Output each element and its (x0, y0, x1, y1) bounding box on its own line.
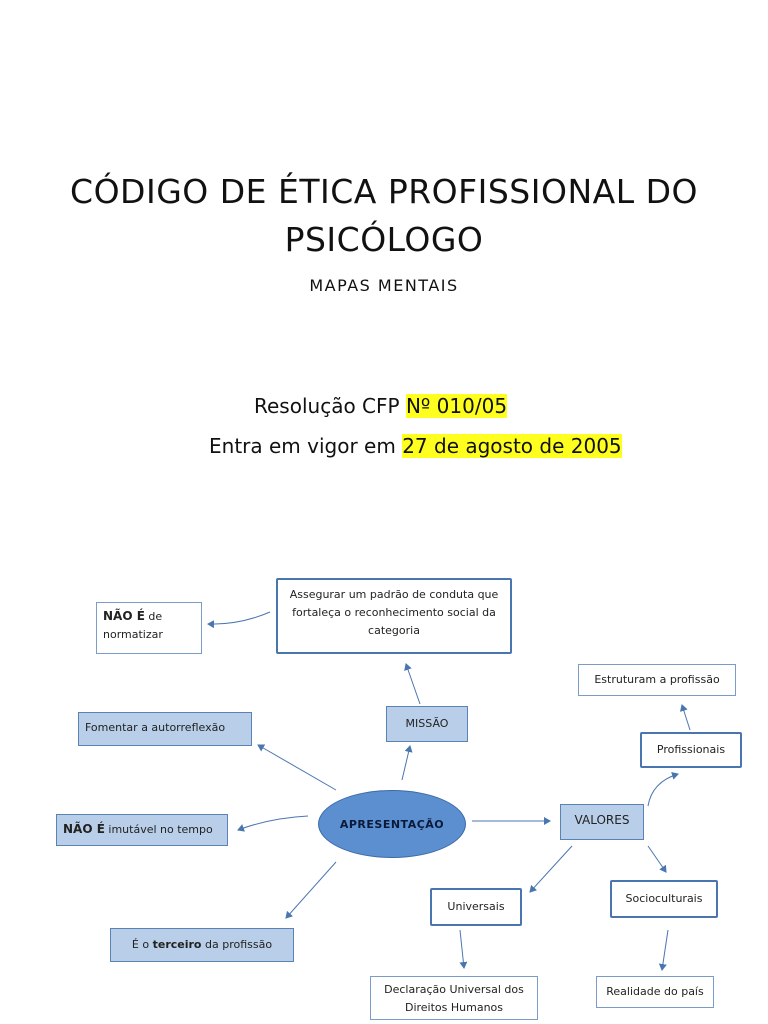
nao-e-rest-1: de (148, 610, 163, 623)
socioculturais-node: Socioculturais (610, 880, 718, 918)
missao-node: MISSÃO (386, 706, 468, 742)
arrow-center-to-fomentar (258, 745, 336, 790)
arrow-valores-to-profissionais (648, 774, 678, 806)
arrow-valores-to-universais (530, 846, 572, 892)
terceiro-pre: É o (131, 938, 150, 951)
nao-e-rest-1b: normatizar (103, 628, 163, 641)
subtitle: MAPAS MENTAIS (309, 276, 459, 295)
resolution-number: Nº 010/05 (405, 394, 508, 418)
terceiro-bold: terceiro (152, 938, 202, 951)
nao-e-bold-2: NÃO É (63, 822, 105, 836)
arrow-socioculturais-to-realidade (662, 930, 668, 970)
arrow-center-to-missao (402, 746, 410, 780)
nao-e-normatizar-node (96, 602, 202, 654)
arrow-text-to-naoe (208, 612, 270, 624)
universais-node: Universais (430, 888, 522, 926)
terceiro-node (110, 928, 294, 962)
arrow-profissionais-to-estruturam (682, 705, 690, 730)
nao-e-bold-1: NÃO É (103, 609, 145, 623)
resolution-prefix: Resolução CFP (254, 394, 400, 418)
apresentacao-center-node: APRESENTAÇÃO (318, 790, 466, 858)
nao-e-imutavel-node (56, 814, 228, 846)
declaracao-node: Declaração Universal dos Direitos Humanos (370, 976, 538, 1020)
estruturam-node: Estruturam a profissão (578, 664, 736, 696)
arrow-missao-to-text (406, 664, 420, 704)
effective-date: 27 de agosto de 2005 (402, 434, 622, 458)
title-line-1: CÓDIGO DE ÉTICA PROFISSIONAL DO (70, 172, 698, 211)
valores-node: VALORES (560, 804, 644, 840)
arrow-center-to-naoe2 (238, 816, 308, 830)
arrow-center-to-terceiro (286, 862, 336, 918)
title-line-2: PSICÓLOGO (284, 220, 484, 259)
fomentar-node: Fomentar a autorreflexão (78, 712, 252, 746)
arrow-valores-to-socioculturais (648, 846, 666, 872)
nao-e-rest-2: imutável no tempo (108, 823, 213, 836)
realidade-node: Realidade do país (596, 976, 714, 1008)
arrow-universais-to-declaracao (460, 930, 464, 968)
effective-prefix: Entra em vigor em (209, 434, 396, 458)
terceiro-post: da profissão (205, 938, 273, 951)
profissionais-node: Profissionais (640, 732, 742, 768)
missao-text-node: Assegurar um padrão de conduta que fortaleça o reconhecimento social da categoria (276, 578, 512, 654)
